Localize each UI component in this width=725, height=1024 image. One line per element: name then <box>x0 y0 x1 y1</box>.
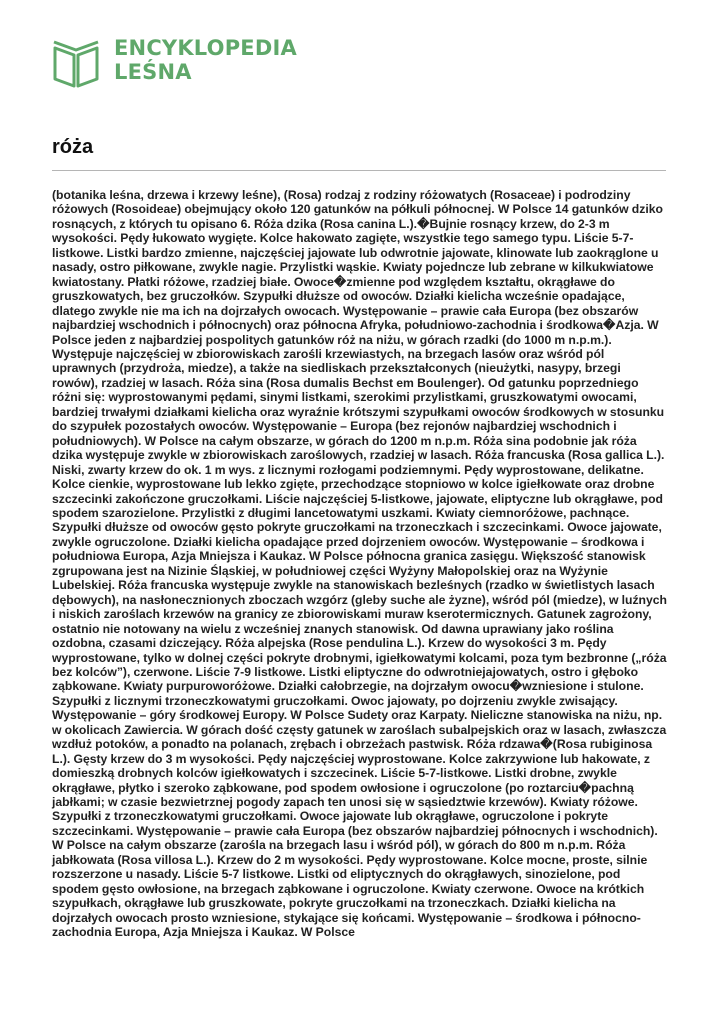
title-divider <box>52 170 666 171</box>
article-body: (botanika leśna, drzewa i krzewy leśne), (Rosa) rodzaj z rodziny różowatych (Rosaceae) i podrodziny różowych (Rosoideae) obejmujący około 120 gatunków na półkuli północnej. W Polsce 14 gatunków dziko rosnących, z których tu opisano 6. Róża dzika (Rosa canina L.).�Bujnie rosnący krzew, do 2-3 m wysokości. Pędy łukowato wygięte. Kolce hakowato zagięte, wszystkie tego samego typu. Liście 5-7-listkowe. Listki bardzo zmienne, najczęściej jajowate lub odwrotnie jajowate, klinowate lub zaokrąglone u nasady, ostro piłkowane, zwykle nagie. Przylistki wąskie. Kwiaty pojedncze lub zebrane w kilkukwiatowe kwiatostany. Płatki różowe, rzadziej białe. Owoce�zmienne pod względem kształtu, okrągławe do gruszkowatych, bez gruczołków. Szypułki dłuższe od owoców. Działki kielicha wcześnie opadające, dlatego zwykle nie ma ich na dojrzałych owocach. Występowanie – prawie cała Europa (bez obszarów najbardziej wschodnich i północnych) oraz północna Afryka, południowo-zachodnia i środkowa�Azja. W Polsce jeden z najbardziej pospolitych gatunków róż na niżu, w górach rzadki (do 1000 m n.p.m.). Występuje najczęściej w zbiorowiskach zarośli krzewiastych, na brzegach lasów oraz wśród pól uprawnych (przydroża, miedze), a także na siedliskach przekształconych (nieużytki, nasypy, brzegi rowów), rzadziej w lasach. Róża sina (Rosa dumalis Bechst em Boulenger). Od gatunku poprzedniego różni się: wyprostowanymi pędami, sinymi listkami, szerokimi przylistkami, gruszkowatymi owocami, bardziej trwałymi działkami kielicha oraz wyraźnie krótszymi szypułkami owoców środkowych w stosunku do szypułek pozostałych owoców. Występowanie – Europa (bez rejonów najbardziej wschodnich i południowych). W Polsce na całym obszarze, w górach do 1200 m n.p.m. Róża sina podobnie jak róża dzika występuje zwykle w zbiorowiskach zaroślowych, rzadziej w lasach. Róża francuska (Rosa gallica L.). Niski, zwarty krzew do ok. 1 m wys. z licznymi rozłogami podziemnymi. Pędy wyprostowane, delikatne. Kolce cienkie, wyprostowane lub lekko zgięte, przechodzące stopniowo w kolce igiełkowate oraz drobne szczecinki zakończone gruczołkami. Liście najczęściej 5-listkowe, jajowate, eliptyczne lub okrągławe, pod spodem szarozielone. Przylistki z długimi lancetowatymi uszkami. Kwiaty ciemnoróżowe, pachnące. Szypułki dłuższe od owoców gęsto pokryte gruczołkami na trzoneczkach i szczecinkami. Owoce jajowate, zwykle ogruczolone. Działki kielicha opadające przed dojrzeniem owoców. Występowanie – środkowa i południowa Europa, Azja Mniejsza i Kaukaz. W Polsce północna granica zasięgu. Większość stanowisk zgrupowana jest na Nizinie Śląskiej, w południowej części Wyżyny Małopolskiej oraz na Wyżynie Lubelskiej. Róża francuska występuje zwykle na stanowiskach bezleśnych (rzadko w świetlistych lasach dębowych), na nasłonecznionych zboczach wzgórz (gleby suche ale żyzne), wśród pól (miedze), w luźnych i niskich zaroślach krzewów na granicy ze zbiorowiskami muraw kserotermicznych. Gatunek zagrożony, ostatnio nie notowany na wielu z wcześniej znanych stanowisk. Od dawna uprawiany jako roślina ozdobna, czasami dziczejący. Róża alpejska (Rose pendulina L.). Krzew do wysokości 3 m. Pędy wyprostowane, tylko w dolnej części pokryte drobnymi, igiełkowatymi kolcami, poza tym bezbronne („róża bez kolców”), czerwone. Liście 7-9 listkowe. Listki eliptyczne do odwrotniejajowatych, ostro i głęboko ząbkowane. Kwiaty purpuroworóżowe. Działki całobrzegie, na dojrzałym owocu�wzniesione i stulone. Szypułki z licznymi trzoneczkowatymi gruczołkami. Owoc jajowaty, po dojrzeniu zwykle zwisający. Występowanie – góry środkowej Europy. W Polsce Sudety oraz Karpaty. Nieliczne stanowiska na niżu, np. w okolicach Zawiercia. W górach dość częsty gatunek w zaroślach subalpejskich oraz w lasach, zwłaszcza wzdłuż potoków, a ponadto na polanach, zrębach i obrzeżach pastwisk. Róża rdzawa�(Rosa rubiginosa L.). Gęsty krzew do 3 m wysokości. Pędy najczęściej wyprostowane. Kolce zakrzywione lub hakowate, z domieszką drobnych kolców igiełkowatych i szczecinek. Liście 5-7-listkowe. Listki drobne, zwykle okrągławe, płytko i szeroko ząbkowane, pod spodem owłosione i ogruczolone (po roztarciu�pachną jabłkami; w czasie bezwietrznej pogody zapach ten unosi się w sąsiedztwie krzewów). Kwiaty różowe. Szypułki z trzoneczkowatymi gruczołkami. Owoce jajowate lub okrągławe, ogruczolone i pokryte szczecinkami. Występowanie – prawie cała Europa (bez obszarów najbardziej północnych i wschodnich). W Polsce na całym obszarze (zarośla na brzegach lasu i wśród pól), w górach do 800 m n.p.m. Róża jabłkowata (Rosa villosa L.). Krzew do 2 m wysokości. Pędy wyprostowane. Kolce mocne, proste, silnie rozszerzone u nasady. Liście 5-7 listkowe. Listki od eliptycznych do okrągławych, sinozielone, pod spodem gęsto owłosione, na brzegach ząbkowane i ogruczolone. Kwiaty czerwone. Owoce na krótkich szypułkach, okrągławe lub gruszkowate, pokryte gruczołkami na trzoneczkach. Działki kielicha na dojrzałych owocach prosto wzniesione, stykające się końcami. Występowanie – środkowa i północno-zachodnia Europa, Azja Mniejsza i Kaukaz. W Polsce <box>52 188 668 940</box>
open-book-icon <box>52 32 100 88</box>
logo-line-1: ENCYKLOPEDIA <box>114 36 297 60</box>
site-logo[interactable] <box>52 32 297 88</box>
logo-text <box>114 36 297 84</box>
logo-line-2: LEŚNA <box>114 60 192 84</box>
page-title: róża <box>52 136 94 158</box>
